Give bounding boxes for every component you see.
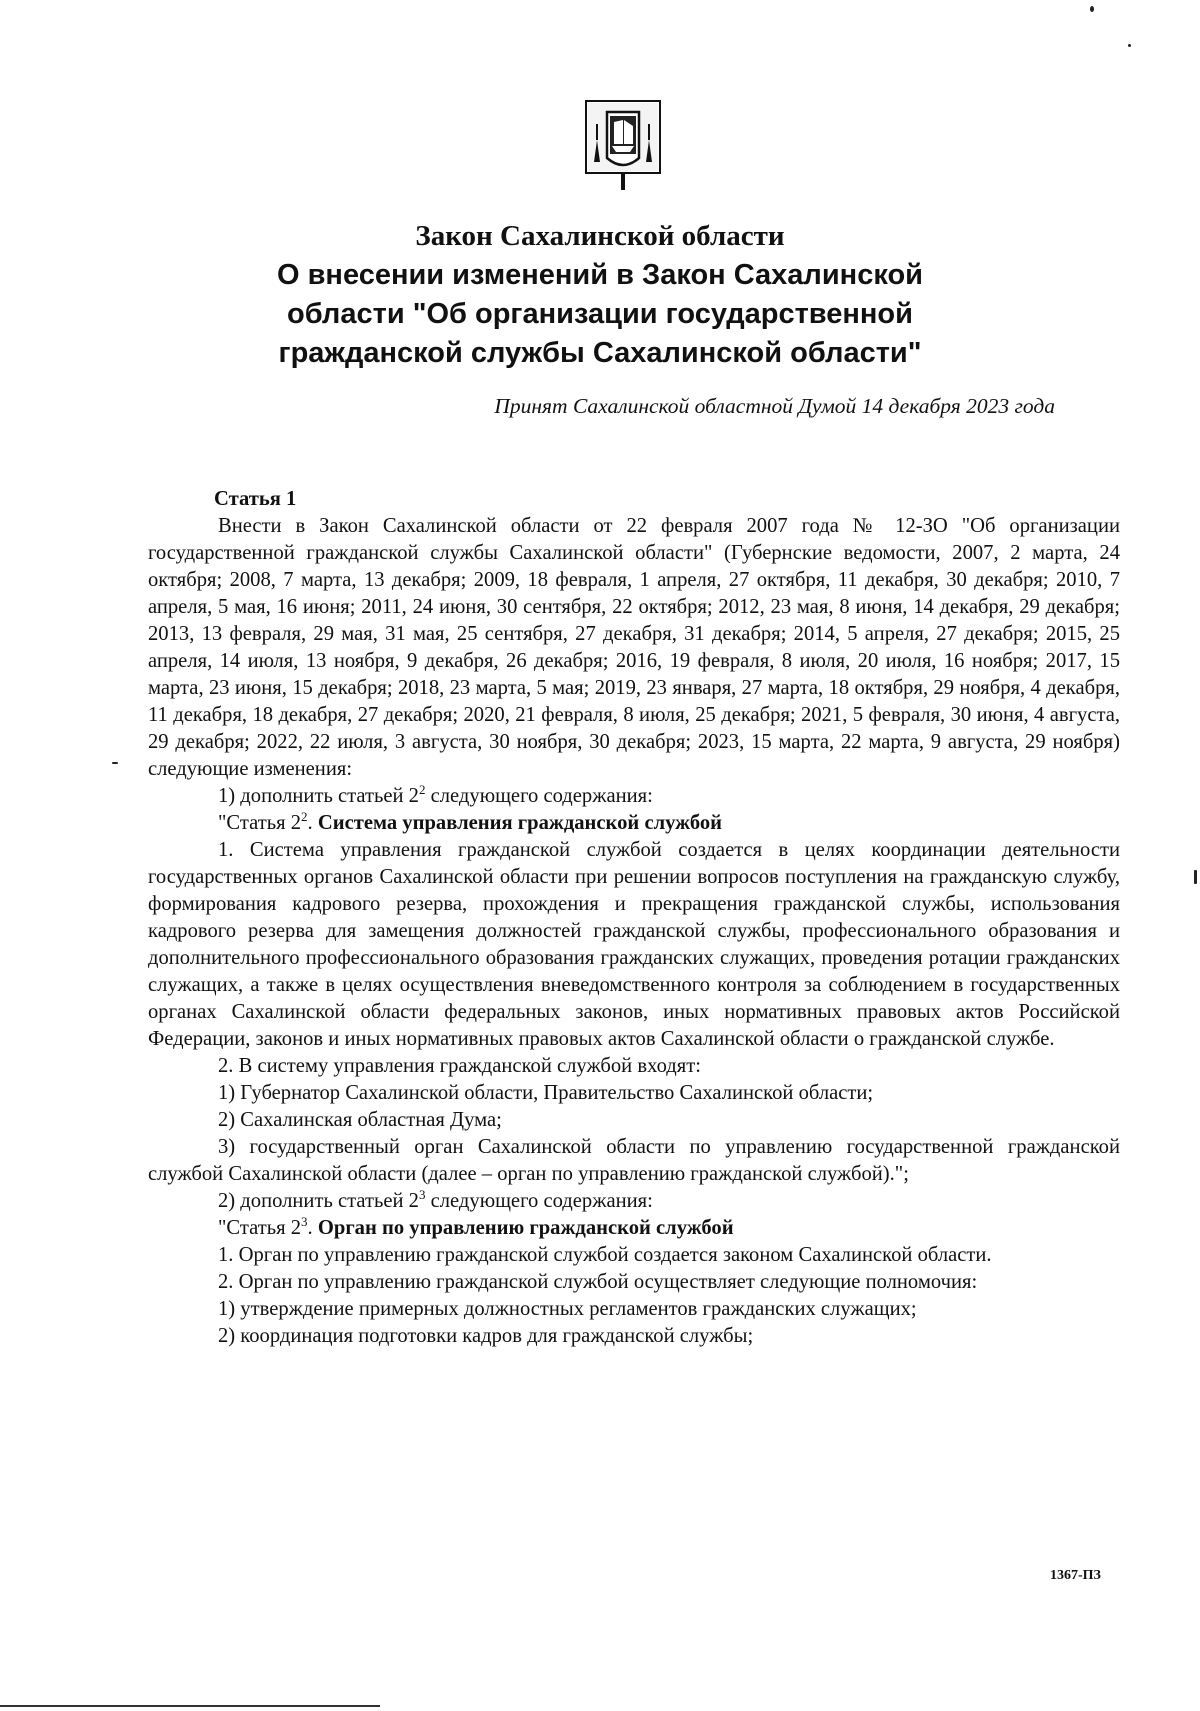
article-intro: Внести в Закон Сахалинской области от 22 февраля 2007 года № 12-ЗО "Об организации государственной гражданской службы Сахалинской области" (Губернские ведомости, 2007, 2 марта, 24 октября; 2008, 7 марта, 13 декабря; 2009, 18 февраля, 1 апреля, 27 октября, 11 декабря, 30 декабря; 2010, 7 апреля, 5 мая, 16 июня; 2011, 24 июня, 30 сентября, 22 октября; 2012, 23 мая, 8 июня, 14 декабря, 29 декабря; 2013, 13 февраля, 29 мая, 31 мая, 25 сентября, 27 декабря, 31 декабря; 2014, 5 апреля, 27 декабря; 2015, 25 апреля, 14 июля, 13 ноября, 9 декабря, 26 декабря; 2016, 19 февраля, 8 июля, 20 июля, 16 ноября; 2017, 15 марта, 23 июня, 15 декабря; 2018, 23 марта, 5 мая; 2019, 23 января, 27 марта, 18 октября, 29 ноября, 4 декабря, 11 декабря, 18 декабря, 27 декабря; 2020, 21 февраля, 8 июля, 25 декабря; 2021, 5 февраля, 30 июня, 4 августа, 29 декабря; 2022, 22 июля, 3 августа, 30 ноября, 30 декабря; 2023, 15 марта, 22 марта, 9 августа, 29 ноября) следующие изменения: (148, 515, 1120, 780)
article-2-2-part-2-item-1: 1) Губернатор Сахалинской области, Правительство Сахалинской области; (218, 1082, 874, 1104)
article-2-2-part-2-item-2: 2) Сахалинская областная Дума; (218, 1109, 502, 1131)
article-2-3-part-2-item-2: 2) координация подготовки кадров для гражданской службы; (218, 1325, 754, 1347)
item-2-tail: следующего содержания: (425, 1190, 653, 1212)
article-2-2-dot: . (307, 812, 318, 834)
document-body (148, 486, 1120, 1350)
article-2-3-label: "Статья 2 (218, 1217, 302, 1239)
adoption-note: Принят Сахалинской областной Думой 14 декабря 2023 года (494, 394, 1055, 418)
article-2-2-label: "Статья 2 (218, 812, 302, 834)
article-2-3-part-2: 2. Орган по управлению гражданской службой осуществляет следующие полномочия: (218, 1271, 978, 1293)
article-2-3-title: Орган по управлению гражданской службой (317, 1217, 734, 1239)
article-2-2-part-2: 2. В систему управления гражданской службой входят: (218, 1055, 701, 1077)
article-2-3-sup: 3 (301, 1214, 308, 1230)
article-2-2-part-2-item-3: 3) государственный орган Сахалинской области по управлению государственной гражданской службой Сахалинской области (далее – орган по управлению гражданской службой)."; (148, 1136, 1120, 1185)
item-1 (148, 783, 1120, 810)
article-2-2-sup: 2 (301, 809, 308, 825)
article-2-3-part-1: 1. Орган по управлению гражданской службой создается законом Сахалинской области. (218, 1244, 992, 1266)
article-2-2-heading (148, 810, 1120, 837)
scan-edge-rule (0, 1705, 380, 1707)
item-1-sup: 2 (418, 782, 426, 798)
item-2-text: 2) дополнить статьей 2 (218, 1190, 419, 1212)
coat-of-arms-icon (585, 100, 661, 192)
scan-speck (1128, 44, 1131, 47)
document-code: 1367-ПЗ (1050, 1568, 1101, 1583)
article-2-3-part-2-item-1: 1) утверждение примерных должностных регламентов гражданских служащих; (218, 1298, 917, 1320)
scan-speck (1090, 6, 1094, 12)
scan-speck (112, 762, 118, 764)
article-2-3-heading (148, 1215, 1120, 1242)
title-line-3: области "Об организации государственной (287, 298, 913, 330)
scan-speck (1194, 870, 1197, 884)
item-2-sup: 3 (418, 1187, 426, 1203)
title-line-2: О внесении изменений в Закон Сахалинской (276, 259, 923, 291)
article-2-2-title: Система управления гражданской службой (317, 812, 723, 834)
title-line-4: гражданской службы Сахалинской области" (278, 337, 922, 369)
article-2-2-part-1: 1. Система управления гражданской службой создается в целях координации деятельности государственных органов Сахалинской области при решении вопросов поступления на гражданскую службу, формирования кадрового резерва, прохождения и прекращения гражданской службы, использования кадрового резерва для замещения должностей гражданской службы, профессионального образования и дополнительного профессионального образования гражданских служащих, проведения ротации гражданских служащих, а также в целях осуществления вневедомственного контроля за соблюдением в государственных органах Сахалинской области федеральных законов, иных нормативных правовых актов Российской Федерации, законов и иных нормативных правовых актов Сахалинской области о гражданской службе. (148, 839, 1120, 1050)
title-line-1: Закон Сахалинской области (415, 220, 785, 252)
item-1-text: 1) дополнить статьей 2 (218, 785, 419, 807)
article-heading: Статья 1 (214, 488, 297, 510)
item-2 (148, 1188, 1120, 1215)
item-1-tail: следующего содержания: (425, 785, 653, 807)
article-2-3-dot: . (307, 1217, 318, 1239)
document-title (160, 216, 1040, 373)
